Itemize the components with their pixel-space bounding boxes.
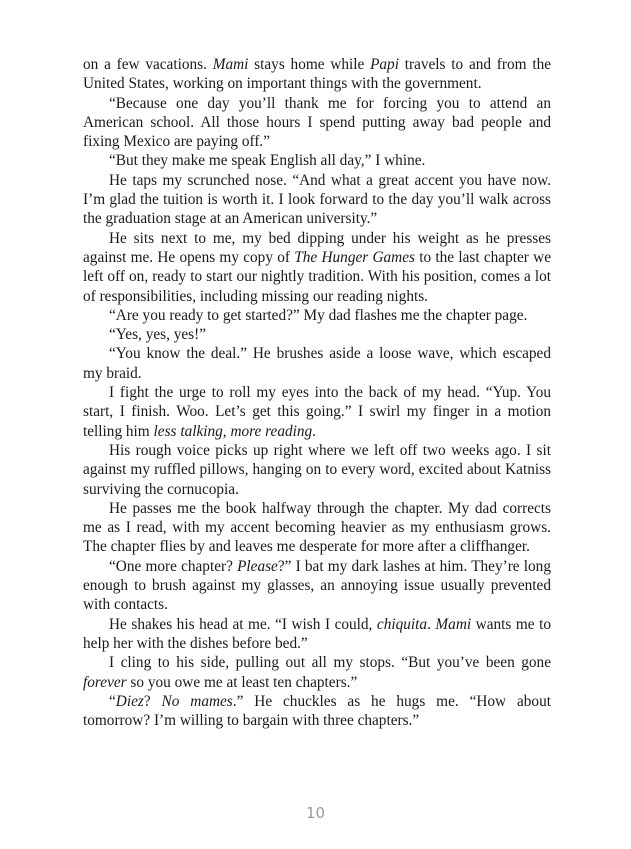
italic-run: Papi bbox=[370, 56, 399, 73]
paragraph bbox=[83, 499, 551, 557]
text-run: . bbox=[312, 422, 316, 440]
italic-run: Please bbox=[237, 557, 278, 575]
text-run: ? bbox=[143, 692, 162, 710]
paragraph bbox=[83, 383, 551, 441]
text-run: He sits next to me, my bed dipping under his weight as he presses against me. He opens my copy of bbox=[83, 229, 551, 266]
italic-run: Diez bbox=[115, 692, 144, 710]
italic-run: forever bbox=[83, 673, 127, 691]
text-run: so you owe me at least ten chapters.” bbox=[126, 673, 358, 691]
text-run: He shakes his head at me. “I wish I could, bbox=[109, 615, 377, 633]
text-run: to the last chapter we left off on, ready to start our nightly tradition. With his position, comes a lot of responsibilities, including missing our reading nights. bbox=[83, 248, 551, 305]
paragraph bbox=[83, 653, 551, 692]
paragraph bbox=[83, 229, 551, 306]
text-run: He passes me the book halfway through the chapter. My dad corrects me as I read, with my accent becoming heavier as my enthusiasm grows. The chapter flies by and leaves me desperate for more after a cliffhanger. bbox=[83, 499, 551, 556]
paragraph bbox=[83, 171, 551, 229]
text-run: “Yes, yes, yes!” bbox=[109, 326, 207, 344]
text-run: stays home while bbox=[248, 56, 371, 73]
page-number: 10 bbox=[305, 804, 326, 822]
page-text bbox=[83, 55, 551, 730]
text-run: .” He chuckles as he hugs me. “How about tomorrow? I’m willing to bargain with three chapters.” bbox=[83, 692, 551, 730]
text-run: “One more chapter? bbox=[109, 557, 238, 575]
text-run: I fight the urge to roll my eyes into the back of my head. “Yup. You start, I finish. Woo. Let’s get this going.” I swirl my finger in a motion telling him bbox=[83, 384, 551, 440]
paragraph bbox=[83, 151, 551, 170]
text-run: He taps my scrunched nose. “And what a great accent you have now. I’m glad the tuition is worth it. I look forward to the day you’ll walk across the graduation stage at an American university.” bbox=[83, 171, 551, 228]
text-run: wants me to help her with the dishes before bed.” bbox=[83, 615, 551, 652]
italic-run: Mami bbox=[435, 615, 472, 633]
paragraph bbox=[83, 306, 551, 325]
paragraph bbox=[83, 615, 551, 654]
paragraph bbox=[83, 94, 551, 152]
paragraph bbox=[83, 344, 551, 383]
text-run: travels to and from the United States, working on important things with the government. bbox=[83, 56, 552, 93]
text-run: “Because one day you’ll thank me for forcing you to attend an American school. All those hours I spend putting away bad people and fixing Mexico are paying off.” bbox=[83, 94, 551, 151]
paragraph bbox=[83, 692, 551, 731]
text-run: His rough voice picks up right where we left off two weeks ago. I sit against my ruffled pillows, hanging on to every word, excited about Katniss surviving the cornucopia. bbox=[83, 441, 551, 498]
text-run: “You know the deal.” He brushes aside a loose wave, which escaped my braid. bbox=[83, 345, 551, 382]
text-run: “But they make me speak English all day,” I whine. bbox=[109, 152, 426, 170]
paragraph bbox=[83, 325, 551, 344]
italic-run: The Hunger Games bbox=[294, 248, 415, 266]
italic-run: No mames bbox=[161, 692, 233, 710]
text-run: ?” I bat my dark lashes at him. They’re long enough to brush against my glasses, an annoying issue usually prevented with contacts. bbox=[83, 557, 551, 614]
italic-run: chiquita bbox=[376, 615, 428, 633]
italic-run: Mami bbox=[212, 56, 249, 73]
paragraph bbox=[83, 557, 551, 615]
text-run: I cling to his side, pulling out all my stops. “But you’ve been gone bbox=[109, 654, 551, 672]
paragraph bbox=[83, 55, 551, 94]
text-run: “Are you ready to get started?” My dad flashes me the chapter page. bbox=[109, 306, 528, 324]
paragraph bbox=[83, 441, 551, 499]
text-run: on a few vacations. bbox=[83, 56, 213, 73]
text-run: “ bbox=[109, 692, 116, 710]
italic-run: less talking, more reading bbox=[153, 422, 313, 440]
text-run: . bbox=[427, 615, 436, 633]
